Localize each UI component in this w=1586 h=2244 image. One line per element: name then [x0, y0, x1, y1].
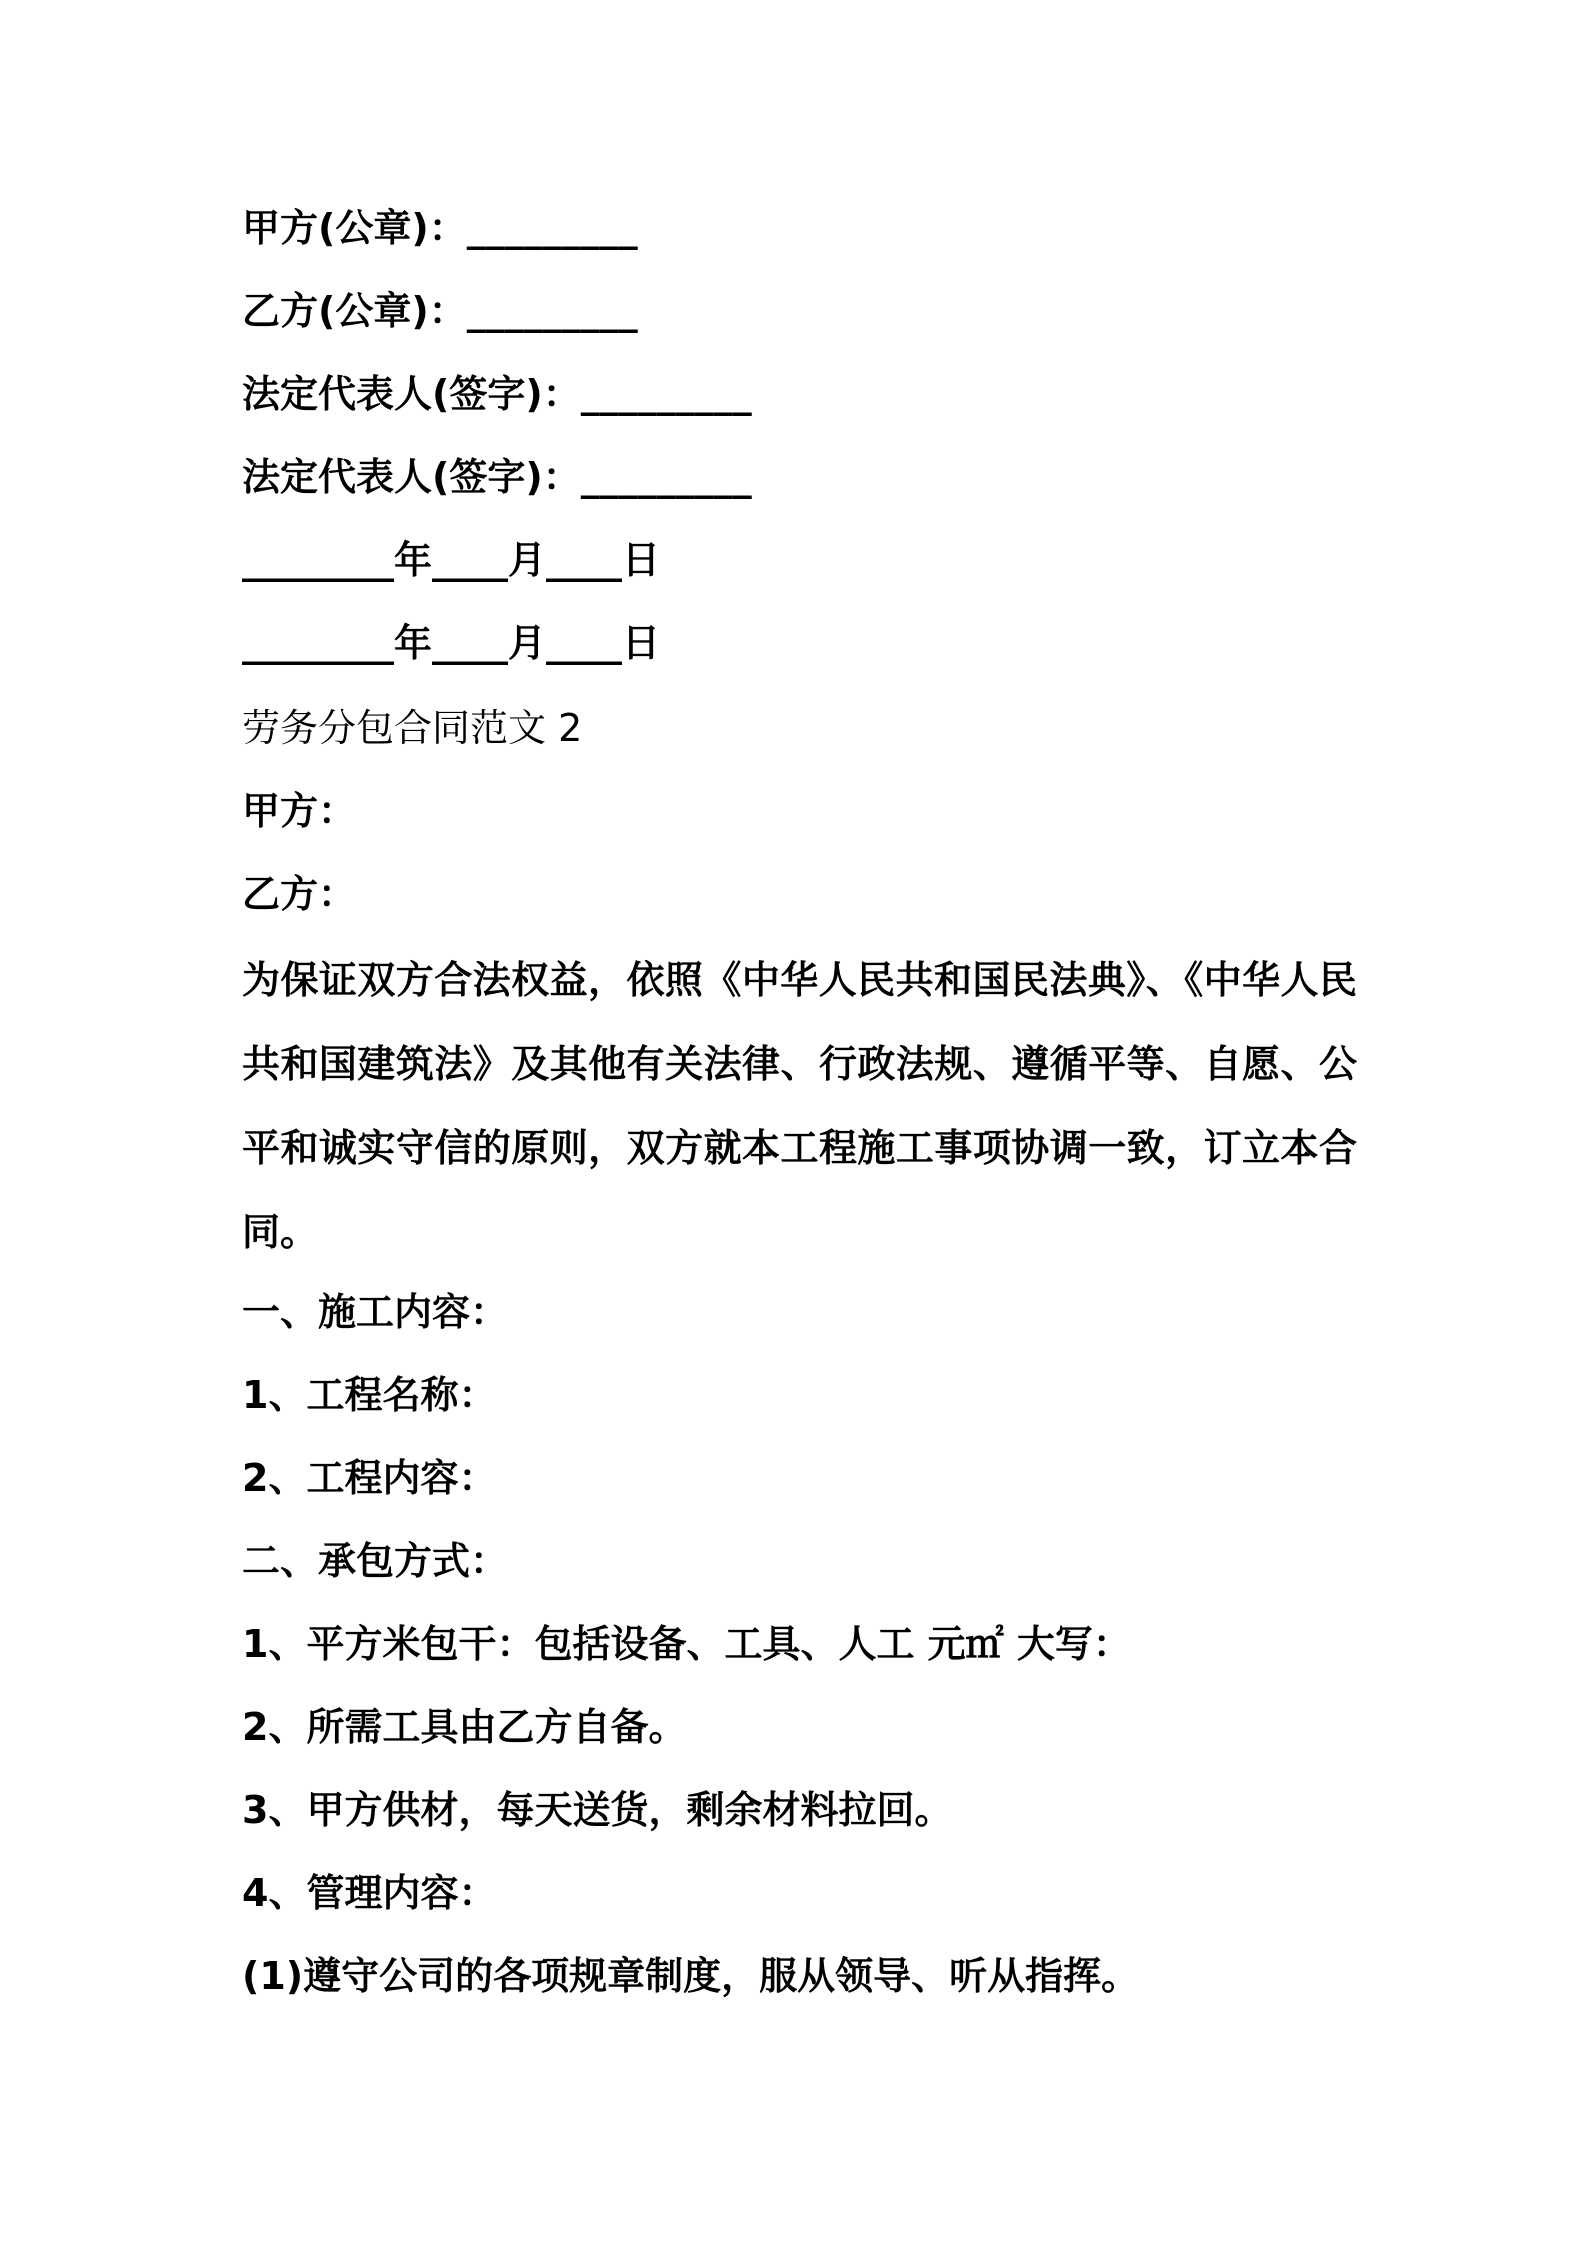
date-line: ________年____月____日: [242, 538, 661, 582]
party-b-seal-line: 乙方(公章)：_________: [242, 289, 638, 333]
clause-item: 2、工程内容：: [242, 1456, 497, 1500]
legal-rep-signature-line: 法定代表人(签字)：_________: [242, 455, 752, 499]
section-heading: 二、承包方式：: [242, 1539, 509, 1583]
preamble-paragraph: 为保证双方合法权益，依照《中华人民共和国民法典》、《中华人民共和国建筑法》及其他有关法律、行政法规、遵循平等、自愿、公平和诚实守信的原则，双方就本工程施工事项协调一致，订立本合同。: [242, 958, 1357, 1254]
clause-item: 1、平方米包干：包括设备、工具、人工 元㎡ 大写：: [242, 1622, 1131, 1666]
party-b-label: 乙方：: [242, 872, 357, 916]
sub-clause-item: (1)遵守公司的各项规章制度，服从领导、听从指挥。: [242, 1954, 1140, 1998]
clause-item: 1、工程名称：: [242, 1373, 497, 1417]
clause-item: 4、管理内容：: [242, 1871, 497, 1915]
party-a-seal-line: 甲方(公章)：_________: [242, 206, 638, 250]
party-a-label: 甲方：: [242, 789, 357, 833]
date-line: ________年____月____日: [242, 621, 661, 665]
legal-rep-signature-line: 法定代表人(签字)：_________: [242, 372, 752, 416]
clause-item: 3、甲方供材，每天送货，剩余材料拉回。: [242, 1788, 953, 1832]
section-heading: 一、施工内容：: [242, 1290, 509, 1334]
contract-title: 劳务分包合同范文 2: [242, 706, 583, 750]
clause-item: 2、所需工具由乙方自备。: [242, 1705, 687, 1749]
